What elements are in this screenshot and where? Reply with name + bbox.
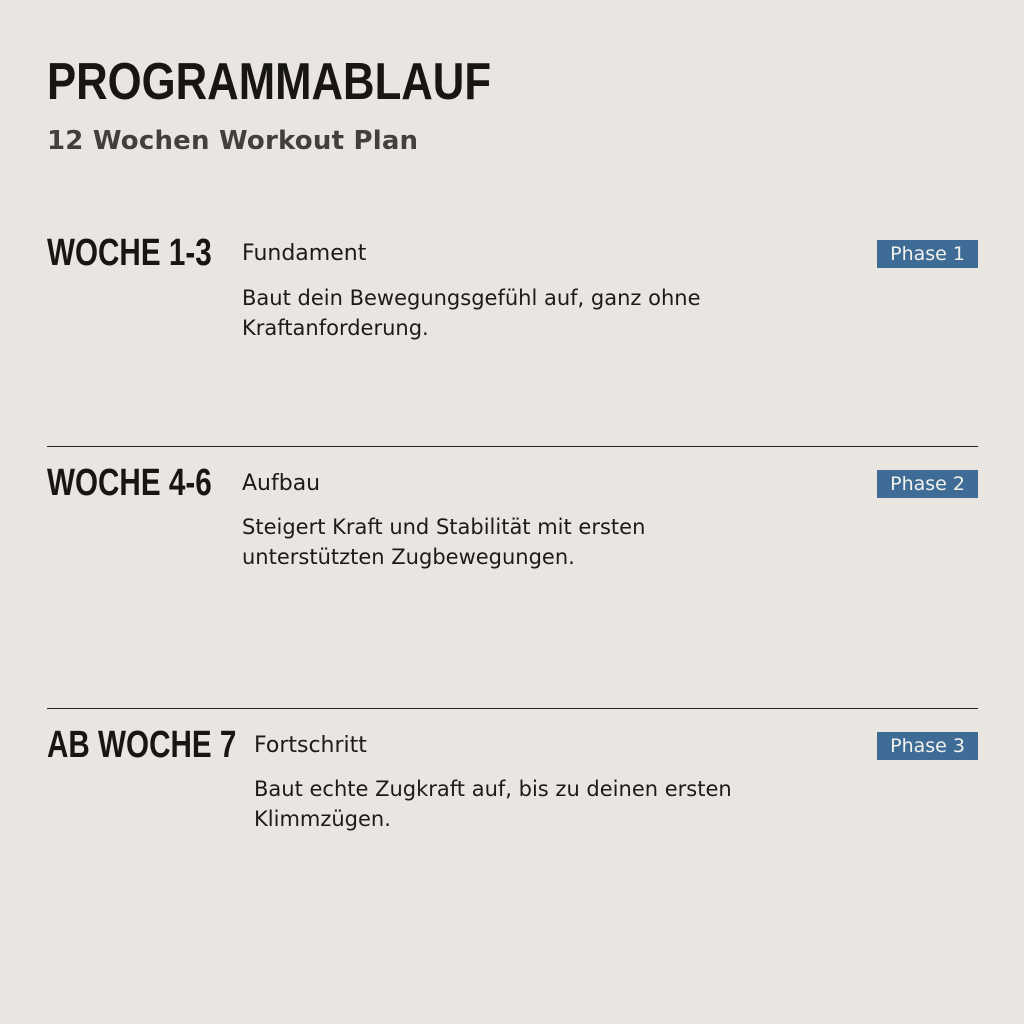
week-label: AB WOCHE 7: [47, 724, 237, 766]
phase-description: Baut echte Zugkraft auf, bis zu deinen ersten Klimmzügen.: [254, 777, 732, 831]
phase-badge: Phase 2: [877, 470, 978, 498]
divider: [47, 708, 978, 709]
phase-name: Fundament: [242, 241, 367, 266]
week-label: WOCHE 1-3: [47, 232, 212, 274]
page-title: PROGRAMMABLAUF: [47, 53, 492, 111]
phase-badge: Phase 3: [877, 732, 978, 760]
page-subtitle: 12 Wochen Workout Plan: [47, 126, 419, 156]
divider: [47, 446, 978, 447]
phase-description: Baut dein Bewegungsgefühl auf, ganz ohne Kraftanforderung.: [242, 286, 701, 340]
phase-description: Steigert Kraft und Stabilität mit ersten unterstützten Zugbewegungen.: [242, 515, 646, 569]
week-label: WOCHE 4-6: [47, 462, 212, 504]
phase-name: Aufbau: [242, 471, 321, 496]
phase-badge: Phase 1: [877, 240, 978, 268]
phase-name: Fortschritt: [254, 733, 367, 758]
